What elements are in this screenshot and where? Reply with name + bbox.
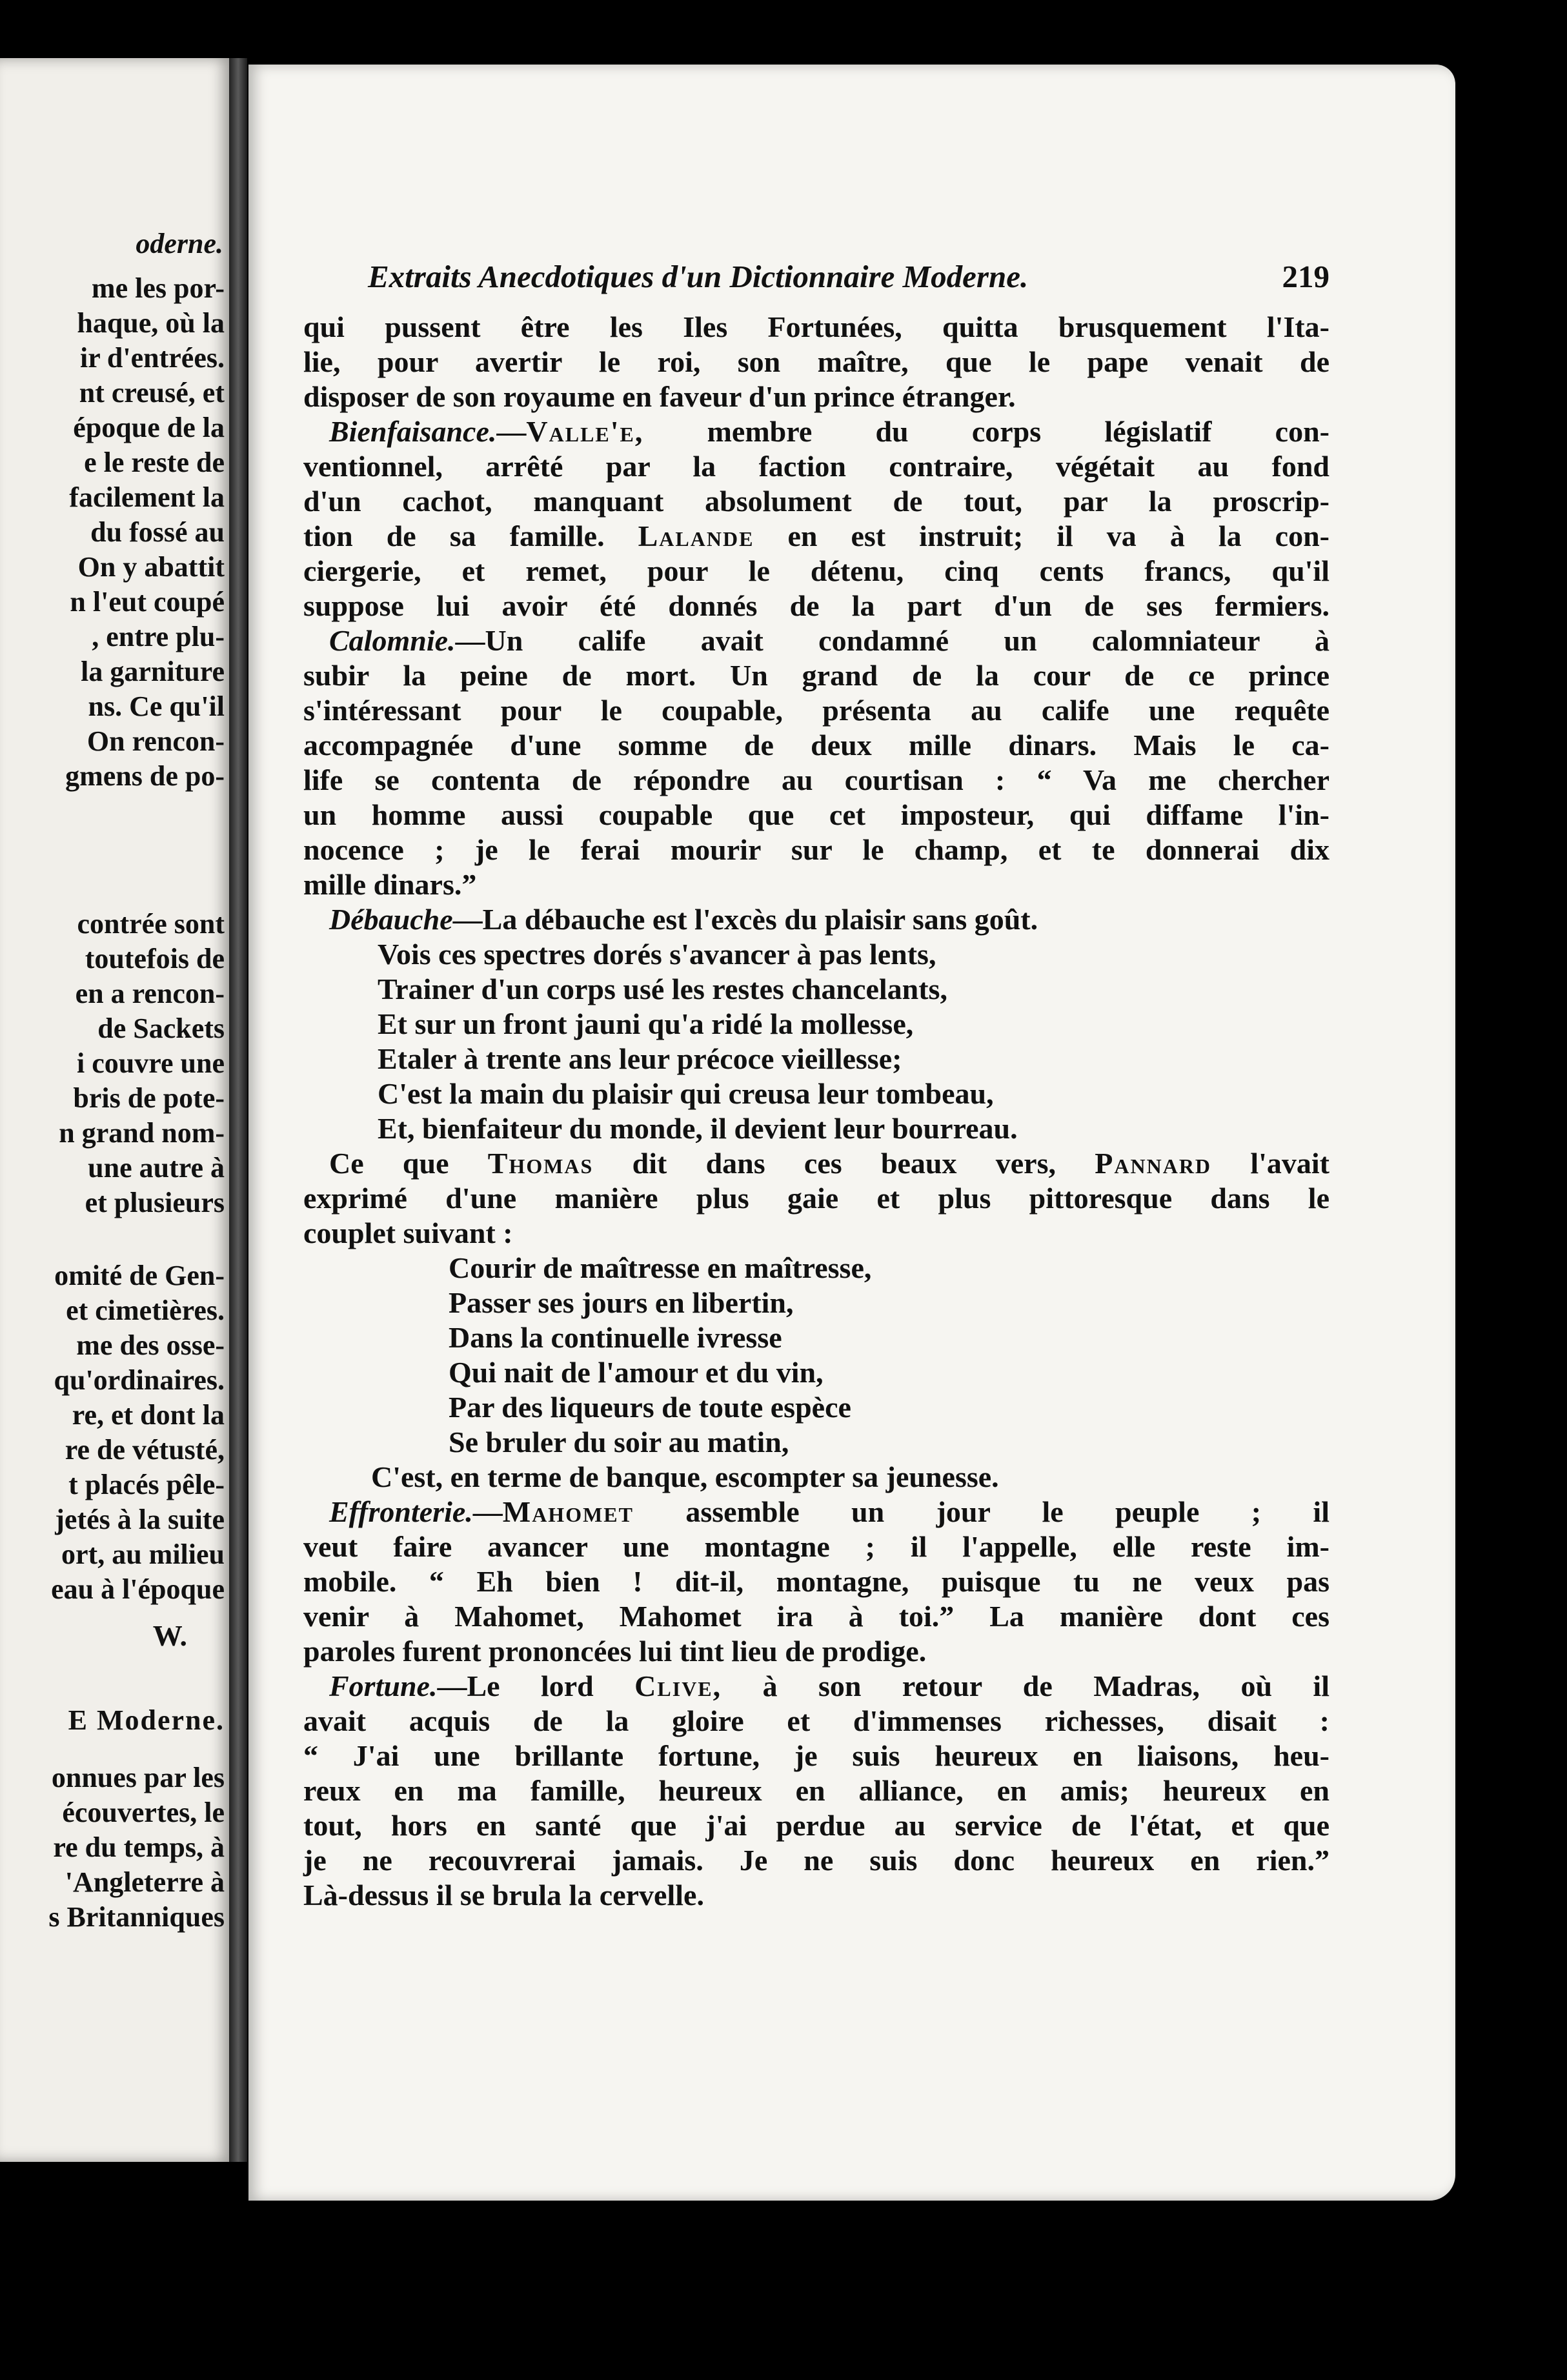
text-line: “ J'ai une brillante fortune, je suis heureux en liaisons, heu-: [303, 1739, 1329, 1772]
entry-bienfaisance: [303, 414, 1329, 449]
text-run: —Le lord: [437, 1669, 635, 1702]
text-run: —Un calife avait condamné un calomniateur à: [455, 624, 1329, 657]
left-line: bris de pote-: [73, 1082, 225, 1114]
left-line: époque de la: [73, 412, 225, 443]
entry-term: Débauche: [329, 903, 453, 936]
text-run: l'avait: [1211, 1147, 1329, 1180]
left-line: , entre plu-: [92, 621, 225, 652]
entry-term: Calomnie.: [329, 624, 456, 657]
text-line: avait acquis de la gloire et d'immenses richesses, disait :: [303, 1704, 1329, 1737]
left-line: contrée sont: [77, 908, 225, 940]
text-line: un homme aussi coupable que cet imposteur, qui diffame l'in-: [303, 798, 1329, 831]
left-text-block-b: [59, 907, 225, 1220]
left-line: nt creusé, et: [79, 377, 225, 408]
left-section-title: E Moderne.: [68, 1704, 225, 1736]
left-line: et cimetières.: [66, 1295, 225, 1326]
verse-line: Passer ses jours en libertin,: [449, 1286, 794, 1319]
left-line: omité de Gen-: [54, 1260, 225, 1291]
person-name: Valle'e,: [526, 415, 644, 448]
text-run: à son retour de Madras, où il: [722, 1669, 1329, 1702]
left-line: e le reste de: [84, 447, 225, 478]
left-line: ir d'entrées.: [79, 342, 225, 374]
text-line: lie, pour avertir le roi, son maître, que le pape venait de: [303, 345, 1329, 378]
left-line: me les por-: [91, 272, 225, 304]
left-line: re du temps, à: [53, 1831, 225, 1863]
left-text-block-c: [51, 1258, 225, 1607]
person-name: Lalande: [638, 519, 754, 552]
left-line: de Sackets: [97, 1013, 225, 1044]
left-line: t placés pêle-: [68, 1469, 225, 1500]
person-name: Mahomet: [502, 1495, 634, 1528]
left-line: facilement la: [69, 481, 225, 513]
text-line: exprimé d'une manière plus gaie et plus pittoresque dans le: [303, 1182, 1329, 1215]
left-line: du fossé au: [90, 516, 225, 548]
left-line: toutefois de: [85, 943, 225, 974]
text-line: tout, hors en santé que j'ai perdue au service de l'état, et que: [303, 1809, 1329, 1842]
text-line: C'est, en terme de banque, escompter sa jeunesse.: [371, 1460, 999, 1493]
text-line: life se contenta de répondre au courtisan : “ Va me chercher: [303, 763, 1329, 796]
left-line: On rencon-: [86, 725, 225, 757]
text-run: dit dans ces beaux vers,: [593, 1147, 1095, 1180]
left-line: re, et dont la: [72, 1399, 225, 1431]
left-line: ort, au milieu: [61, 1538, 225, 1570]
verse-line: Se bruler du soir au matin,: [449, 1426, 789, 1458]
entry-term: Bienfaisance.: [329, 415, 497, 448]
entry-term: Effronterie.: [329, 1495, 473, 1528]
text-run: assemble un jour le peuple ; il: [633, 1495, 1329, 1528]
text-run: Ce que: [329, 1147, 488, 1180]
left-line: n l'eut coupé: [70, 586, 225, 618]
left-line: me des osse-: [76, 1329, 225, 1361]
text-run: tion de sa famille.: [303, 519, 638, 552]
text-line: [303, 519, 1329, 554]
verse-line: Vois ces spectres dorés s'avancer à pas lents,: [378, 938, 936, 971]
left-line: onnues par les: [51, 1762, 225, 1793]
em-dash: —: [472, 1495, 503, 1528]
left-text-block-a: [65, 271, 225, 794]
text-line: mobile. “ Eh bien ! dit-il, montagne, puisque tu ne veux pas: [303, 1565, 1329, 1598]
text-line: reux en ma famille, heureux en alliance, en amis; heureux en: [303, 1774, 1329, 1807]
left-line: On y abattit: [77, 551, 225, 583]
entry-term: Fortune.: [329, 1669, 438, 1702]
text-line: disposer de son royaume en faveur d'un prince étranger.: [303, 380, 1016, 413]
running-head-title: Extraits Anecdotiques d'un Dictionnaire Moderne.: [368, 259, 1029, 294]
person-name: Thomas: [487, 1147, 594, 1180]
page-number: 219: [1282, 259, 1329, 294]
left-line: une autre à: [88, 1152, 225, 1184]
text-run: en est instruit; il va à la con-: [754, 519, 1330, 552]
left-page-fragment: [0, 58, 232, 2162]
right-page: [248, 65, 1455, 2201]
entry-fortune: [303, 1669, 1329, 1704]
left-line: écouvertes, le: [62, 1797, 225, 1828]
em-dash: —: [496, 415, 527, 448]
left-text-block-d: [48, 1760, 225, 1935]
text-line: [303, 1146, 1329, 1181]
left-line: n grand nom-: [59, 1117, 225, 1149]
verse-line: Courir de maîtresse en maîtresse,: [449, 1251, 872, 1284]
left-line: re de vétusté,: [65, 1434, 225, 1466]
running-head: [368, 258, 1329, 295]
book-gutter: [229, 58, 247, 2162]
left-line: i couvre une: [77, 1047, 225, 1079]
article-text: [303, 310, 1329, 1913]
left-signature: W.: [152, 1619, 187, 1652]
verse-line: Qui nait de l'amour et du vin,: [449, 1356, 824, 1389]
verse-line: Et sur un front jauni qu'a ridé la mollesse,: [378, 1007, 914, 1040]
person-name: Clive,: [634, 1669, 722, 1702]
verse-line: C'est la main du plaisir qui creusa leur tombeau,: [378, 1077, 994, 1110]
left-line: 'Angleterre à: [65, 1866, 225, 1898]
text-line: venir à Mahomet, Mahomet ira à toi.” La manière dont ces: [303, 1600, 1329, 1633]
text-run: —La débauche est l'excès du plaisir sans goût.: [452, 903, 1038, 936]
left-line: eau à l'époque: [51, 1573, 225, 1605]
verse-line: Dans la continuelle ivresse: [449, 1321, 782, 1354]
text-line: je ne recouvrerai jamais. Je ne suis donc heureux en rien.”: [303, 1844, 1329, 1877]
text-line: d'un cachot, manquant absolument de tout, par la proscrip-: [303, 485, 1329, 518]
text-line: s'intéressant pour le coupable, présenta au calife une requête: [303, 694, 1329, 727]
left-line: en a rencon-: [75, 978, 225, 1009]
text-line: Là-dessus il se brula la cervelle.: [303, 1879, 704, 1911]
text-line: couplet suivant :: [303, 1216, 513, 1249]
text-line: ventionnel, arrêté par la faction contraire, végétait au fond: [303, 450, 1329, 483]
left-line: s Britanniques: [48, 1901, 225, 1933]
text-run: membre du corps législatif con-: [643, 415, 1329, 448]
left-running-head: oderne.: [136, 228, 223, 259]
text-line: suppose lui avoir été donnés de la part d'un de ses fermiers.: [303, 589, 1329, 622]
entry-calomnie: [303, 623, 1329, 658]
person-name: Pannard: [1095, 1147, 1212, 1180]
left-line: qu'ordinaires.: [54, 1364, 225, 1396]
verse-line: Et, bienfaiteur du monde, il devient leur bourreau.: [378, 1112, 1018, 1145]
text-line: qui pussent être les Iles Fortunées, quitta brusquement l'Ita-: [303, 310, 1329, 343]
text-line: ciergerie, et remet, pour le détenu, cinq cents francs, qu'il: [303, 554, 1329, 587]
verse-line: Etaler à trente ans leur précoce vieillesse;: [378, 1042, 902, 1075]
left-line: gmens de po-: [65, 760, 225, 792]
text-line: accompagnée d'une somme de deux mille dinars. Mais le ca-: [303, 729, 1329, 761]
text-line: nocence ; je le ferai mourir sur le champ, et te donnerai dix: [303, 833, 1329, 866]
text-line: paroles furent prononcées lui tint lieu de prodige.: [303, 1635, 927, 1668]
text-line: mille dinars.”: [303, 868, 477, 901]
entry-debauche: [303, 902, 1329, 937]
text-line: subir la peine de mort. Un grand de la cour de ce prince: [303, 659, 1329, 692]
text-line: veut faire avancer une montagne ; il l'appelle, elle reste im-: [303, 1530, 1329, 1563]
left-line: ns. Ce qu'il: [88, 691, 225, 722]
left-line: haque, où la: [77, 307, 225, 339]
verse-line: Par des liqueurs de toute espèce: [449, 1391, 851, 1424]
left-line: jetés à la suite: [55, 1504, 225, 1535]
left-line: et plusieurs: [85, 1187, 225, 1218]
verse-line: Trainer d'un corps usé les restes chancelants,: [378, 973, 947, 1005]
left-line: la garniture: [81, 656, 225, 687]
entry-effronterie: [303, 1495, 1329, 1529]
